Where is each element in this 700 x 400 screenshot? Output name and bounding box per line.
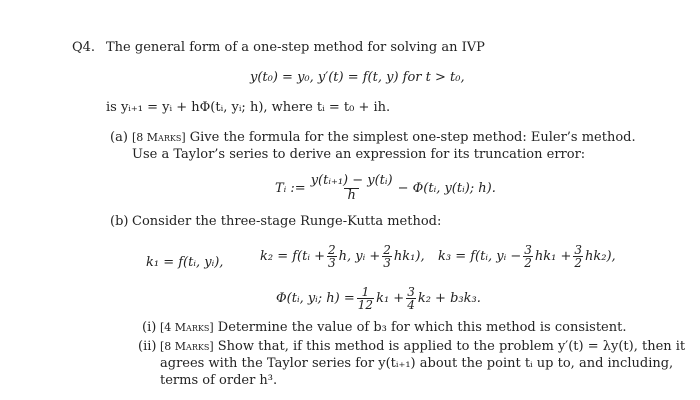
sub-i-marks: [ 4 Marks ] [160,321,214,334]
k2-fraction-1 [327,244,337,269]
truncation-denominator: h [344,188,358,203]
truncation-rhs: − Φ(tᵢ, y(tᵢ); h). [397,180,496,196]
k2-pre: k₂ = f(tᵢ + [260,248,325,264]
sub-ii-line3: terms of order h³. [160,373,278,388]
part-a-text [132,130,636,146]
phi-fraction-2-num: 3 [407,285,415,299]
question-intro: The general form of a one-step method for solving an IVP [106,40,485,55]
k3-fraction-1-den: 2 [524,256,532,270]
sub-ii-label: (ii) [138,339,157,354]
sub-ii-line2: agrees with the Taylor series for y(tᵢ₊₁) about the point tᵢ up to, and including, [160,356,674,371]
k3-fraction-2-den: 2 [574,256,582,270]
method-definition: is yᵢ₊₁ = yᵢ + hΦ(tᵢ, yᵢ; h), where tᵢ = t₀ + ih. [106,100,391,115]
part-b-label: (b) [110,214,129,229]
k2-equation [260,244,425,269]
k1-equation: k₁ = f(tᵢ, yᵢ), [146,255,224,270]
part-a-line1: Give the formula for the simplest one-step method: Euler’s method. [189,130,636,145]
phi-fraction-2 [406,286,416,311]
phi-pre: Φ(tᵢ, yᵢ; h) = [276,290,355,306]
phi-fraction-2-den: 4 [407,298,415,312]
sub-i-label: (i) [142,320,157,335]
k2-fraction-1-num: 2 [328,243,336,257]
sub-i-text [160,320,626,336]
ivp-equation: y(t₀) = y₀, y′(t) = f(t, y) for t > t₀, [250,70,465,85]
k3-fraction-1-num: 3 [524,243,532,257]
phi-equation [276,286,481,311]
k3-fraction-1 [523,244,533,269]
phi-mid: k₁ + [376,290,405,306]
sub-ii-line1 [160,339,685,355]
phi-post: k₂ + b₃k₃. [417,290,481,306]
truncation-fraction [308,174,396,203]
question-number: Q4. [72,40,96,55]
part-a-line2: Use a Taylor’s series to derive an expression for its truncation error: [132,147,586,162]
k2-fraction-1-den: 3 [328,256,336,270]
sub-ii-line1-text: Show that, if this method is applied to the problem y′(t) = λy(t), then it [217,339,686,354]
truncation-numerator: y(tᵢ₊₁) − y(tᵢ) [310,173,393,188]
k3-fraction-2 [573,244,583,269]
phi-fraction-1 [357,286,374,311]
k2-post: hk₁), [393,248,425,264]
truncation-error-equation [275,174,496,203]
part-a-label: (a) [110,130,128,145]
k3-pre: k₃ = f(tᵢ, yᵢ − [438,248,522,264]
k2-fraction-2-den: 3 [383,256,391,270]
sub-i-question: Determine the value of b₃ for which this method is consistent. [217,320,627,335]
k3-equation [438,244,616,269]
k2-mid: h, yᵢ + [338,248,381,264]
k2-fraction-2 [382,244,392,269]
k3-mid: hk₁ + [534,248,572,264]
phi-fraction-1-den: 12 [357,298,374,312]
truncation-lhs: Tᵢ := [275,180,306,196]
k3-post: hk₂), [585,248,616,264]
sub-ii-marks: [ 8 Marks ] [160,340,214,353]
part-b-intro: Consider the three-stage Runge-Kutta method: [132,214,442,229]
k3-fraction-2-num: 3 [574,243,582,257]
part-a-marks: [ 8 Marks ] [132,131,186,144]
k2-fraction-2-num: 2 [383,243,391,257]
phi-fraction-1-num: 1 [361,285,370,299]
